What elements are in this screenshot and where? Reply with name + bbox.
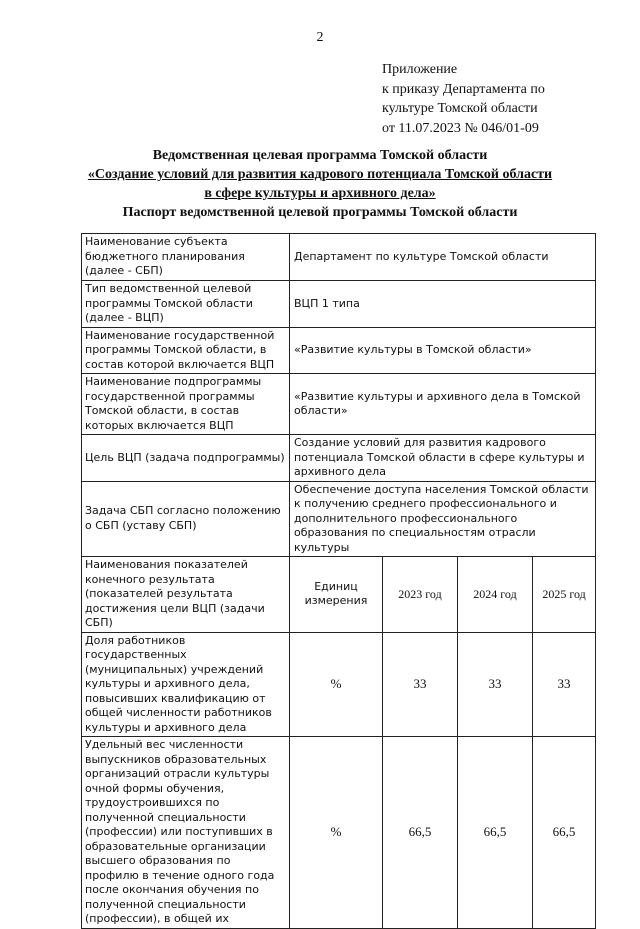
passport-row <box>82 435 596 482</box>
indicator-2025: 66,5 <box>533 737 596 929</box>
year-2025-header: 2025 год <box>533 557 596 633</box>
appendix-line: к приказу Департамента по <box>382 81 545 97</box>
passport-row <box>82 234 596 281</box>
program-name-line1: «Создание условий для развития кадрового потенциала Томской области <box>87 167 553 182</box>
passport-value: Создание условий для развития кадрового потенциала Томской области в сфере культуры и архивного дела <box>290 435 596 482</box>
appendix-line: Приложение <box>382 62 458 77</box>
passport-table <box>81 233 596 929</box>
passport-title: Паспорт ведомственной целевой программы Томской области <box>122 205 518 220</box>
indicator-name: Удельный вес численности выпускников образовательных организаций отрасли культуры очной формы обучения, трудоустроившихся по полученной специальности (профессии) или поступивших в образовательные организации высшего образования по профилю в течение одного года после окончания обучения по полученной специальности (профессии), в общей их <box>82 737 290 929</box>
passport-label: Цель ВЦП (задача подпрограммы) <box>82 435 290 482</box>
appendix-line: культуре Томской области <box>382 101 538 116</box>
indicator-row <box>82 632 596 737</box>
page-number: 2 <box>316 30 324 45</box>
passport-value: «Развитие культуры в Томской области» <box>290 327 596 374</box>
passport-label: Наименование подпрограммы государственной программы Томской области, в состав которых включается ВЦП <box>82 374 290 435</box>
passport-value: Департамент по культуре Томской области <box>290 234 596 281</box>
passport-value: ВЦП 1 типа <box>290 281 596 328</box>
indicator-unit: % <box>290 737 383 929</box>
program-title: Ведомственная целевая программа Томской области <box>152 148 488 163</box>
passport-value: Обеспечение доступа населения Томской области к получению среднего профессионального и дополнительного профессионального образования по специальностям отрасли культуры <box>290 481 596 557</box>
program-name-line2: в сфере культуры и архивного дела» <box>204 186 436 201</box>
indicator-2023: 33 <box>383 632 458 737</box>
passport-row <box>82 281 596 328</box>
indicator-name-header: Наименования показателей конечного результата (показателей результата достижения цели ВЦП (задачи СБП) <box>82 557 290 633</box>
passport-label: Тип ведомственной целевой программы Томской области (далее - ВЦП) <box>82 281 290 328</box>
indicator-2024: 66,5 <box>458 737 533 929</box>
passport-value: «Развитие культуры и архивного дела в Томской области» <box>290 374 596 435</box>
indicator-2025: 33 <box>533 632 596 737</box>
indicator-unit: % <box>290 632 383 737</box>
indicator-name: Доля работников государственных (муниципальных) учреждений культуры и архивного дела, повысивших квалификацию от общей численности работников культуры и архивного дела <box>82 632 290 737</box>
appendix-note <box>382 60 632 138</box>
appendix-line: от 11.07.2023 № 046/01-09 <box>382 120 539 136</box>
passport-label: Наименование субъекта бюджетного планирования (далее - СБП) <box>82 234 290 281</box>
passport-label: Задача СБП согласно положению о СБП (уставу СБП) <box>82 481 290 557</box>
unit-header: Единиц измерения <box>290 557 383 633</box>
passport-label: Наименование государственной программы Томской области, в состав которой включается ВЦП <box>82 327 290 374</box>
passport-row <box>82 327 596 374</box>
document-title <box>0 146 640 222</box>
indicator-2024: 33 <box>458 632 533 737</box>
indicator-2023: 66,5 <box>383 737 458 929</box>
indicators-header-row <box>82 557 596 633</box>
indicator-row <box>82 737 596 929</box>
passport-row <box>82 374 596 435</box>
year-2024-header: 2024 год <box>458 557 533 633</box>
passport-row <box>82 481 596 557</box>
year-2023-header: 2023 год <box>383 557 458 633</box>
